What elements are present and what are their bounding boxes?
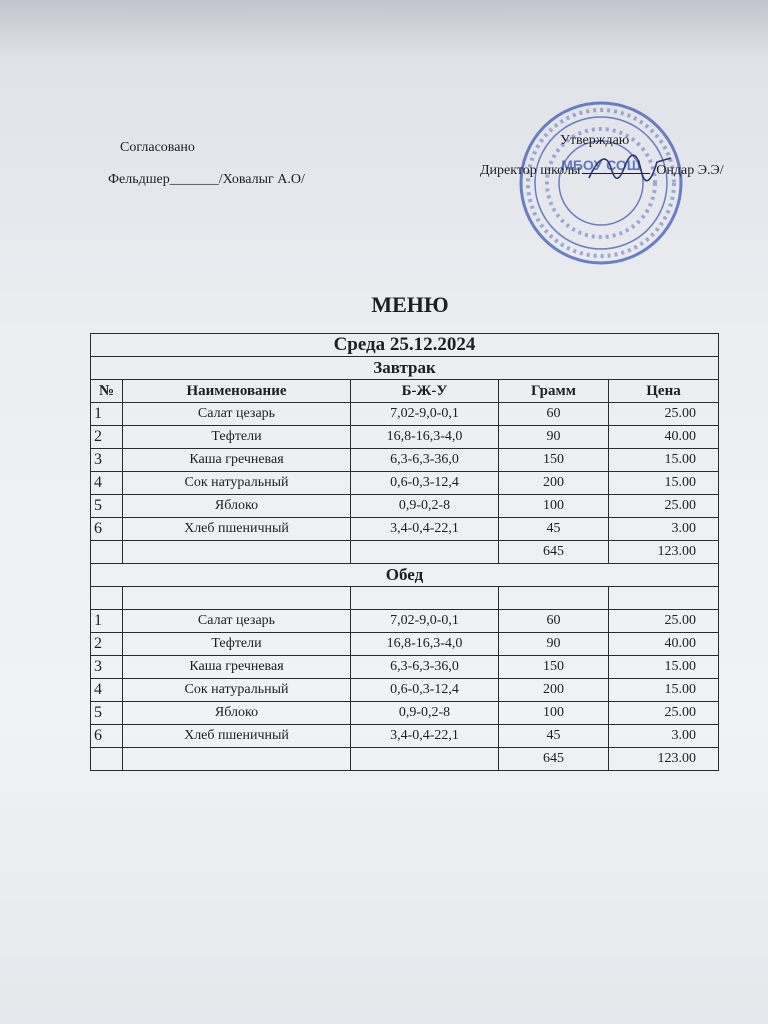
table-row xyxy=(91,725,719,748)
dish-bju: 7,02-9,0-0,1 xyxy=(351,403,499,426)
dish-price: 25.00 xyxy=(609,495,719,518)
breakfast-title: Завтрак xyxy=(91,357,719,380)
table-row xyxy=(91,656,719,679)
approve-label: Утверждаю xyxy=(560,133,630,148)
row-number: 1 xyxy=(91,610,123,633)
dish-bju: 16,8-16,3-4,0 xyxy=(351,633,499,656)
table-header xyxy=(91,380,719,403)
lunch-total-row xyxy=(91,748,719,771)
dish-price: 3.00 xyxy=(609,725,719,748)
dish-name: Каша гречневая xyxy=(123,656,351,679)
table-row xyxy=(91,495,719,518)
dish-bju: 3,4-0,4-22,1 xyxy=(351,518,499,541)
dish-grams: 150 xyxy=(499,449,609,472)
dish-grams: 200 xyxy=(499,679,609,702)
dish-price: 40.00 xyxy=(609,426,719,449)
dish-price: 25.00 xyxy=(609,702,719,725)
dish-bju: 0,9-0,2-8 xyxy=(351,495,499,518)
row-number: 3 xyxy=(91,449,123,472)
day-row xyxy=(91,334,719,357)
col-grams: Грамм xyxy=(499,380,609,403)
row-number: 1 xyxy=(91,403,123,426)
lunch-row xyxy=(91,564,719,587)
table-row xyxy=(91,610,719,633)
table-row xyxy=(91,403,719,426)
dish-bju: 0,6-0,3-12,4 xyxy=(351,679,499,702)
page-shadow xyxy=(0,0,768,60)
breakfast-total-price: 123.00 xyxy=(609,541,719,564)
row-number: 4 xyxy=(91,472,123,495)
breakfast-total-row xyxy=(91,541,719,564)
dish-name: Сок натуральный xyxy=(123,679,351,702)
dish-grams: 45 xyxy=(499,725,609,748)
table-row xyxy=(91,679,719,702)
table-row xyxy=(91,449,719,472)
row-number: 5 xyxy=(91,495,123,518)
table-row xyxy=(91,633,719,656)
dish-grams: 100 xyxy=(499,495,609,518)
dish-price: 25.00 xyxy=(609,610,719,633)
dish-name: Сок натуральный xyxy=(123,472,351,495)
dish-bju: 6,3-6,3-36,0 xyxy=(351,656,499,679)
dish-grams: 60 xyxy=(499,403,609,426)
dish-name: Каша гречневая xyxy=(123,449,351,472)
paramedic-signature-line: Фельдшер_______/Ховалыг А.О/ xyxy=(108,172,305,187)
dish-name: Яблоко xyxy=(123,702,351,725)
dish-grams: 200 xyxy=(499,472,609,495)
dish-grams: 150 xyxy=(499,656,609,679)
dish-bju: 3,4-0,4-22,1 xyxy=(351,725,499,748)
row-number: 6 xyxy=(91,725,123,748)
lunch-blank-row xyxy=(91,587,719,610)
director-name: /Ондар Э.Э/ xyxy=(652,163,724,178)
row-number: 4 xyxy=(91,679,123,702)
dish-name: Хлеб пшеничный xyxy=(123,518,351,541)
table-row xyxy=(91,518,719,541)
dish-bju: 0,9-0,2-8 xyxy=(351,702,499,725)
dish-price: 15.00 xyxy=(609,679,719,702)
lunch-title: Обед xyxy=(91,564,719,587)
dish-grams: 100 xyxy=(499,702,609,725)
row-number: 5 xyxy=(91,702,123,725)
table-row xyxy=(91,472,719,495)
dish-bju: 0,6-0,3-12,4 xyxy=(351,472,499,495)
dish-grams: 60 xyxy=(499,610,609,633)
dish-price: 15.00 xyxy=(609,449,719,472)
dish-price: 15.00 xyxy=(609,656,719,679)
handwritten-signature xyxy=(585,148,675,188)
col-bju: Б-Ж-У xyxy=(351,380,499,403)
lunch-total-price: 123.00 xyxy=(609,748,719,771)
col-number: № xyxy=(91,380,123,403)
dish-name: Яблоко xyxy=(123,495,351,518)
dish-price: 15.00 xyxy=(609,472,719,495)
table-row xyxy=(91,702,719,725)
dish-price: 25.00 xyxy=(609,403,719,426)
col-price: Цена xyxy=(609,380,719,403)
table-row xyxy=(91,426,719,449)
dish-name: Тефтели xyxy=(123,633,351,656)
dish-price: 40.00 xyxy=(609,633,719,656)
dish-price: 3.00 xyxy=(609,518,719,541)
dish-bju: 6,3-6,3-36,0 xyxy=(351,449,499,472)
menu-table xyxy=(90,333,719,771)
dish-bju: 16,8-16,3-4,0 xyxy=(351,426,499,449)
row-number: 2 xyxy=(91,633,123,656)
col-name: Наименование xyxy=(123,380,351,403)
dish-grams: 90 xyxy=(499,633,609,656)
dish-grams: 90 xyxy=(499,426,609,449)
dish-name: Салат цезарь xyxy=(123,610,351,633)
row-number: 2 xyxy=(91,426,123,449)
agreed-label: Согласовано xyxy=(120,140,195,155)
row-number: 3 xyxy=(91,656,123,679)
row-number: 6 xyxy=(91,518,123,541)
lunch-total-grams: 645 xyxy=(499,748,609,771)
day-title: Среда 25.12.2024 xyxy=(91,334,719,357)
breakfast-total-grams: 645 xyxy=(499,541,609,564)
breakfast-row xyxy=(91,357,719,380)
dish-name: Тефтели xyxy=(123,426,351,449)
dish-name: Хлеб пшеничный xyxy=(123,725,351,748)
dish-bju: 7,02-9,0-0,1 xyxy=(351,610,499,633)
director-label: Директор школы xyxy=(480,163,581,178)
document-title: МЕНЮ xyxy=(371,292,449,317)
dish-grams: 45 xyxy=(499,518,609,541)
dish-name: Салат цезарь xyxy=(123,403,351,426)
stamp-center-text: МБОУ СОШ xyxy=(561,157,641,173)
